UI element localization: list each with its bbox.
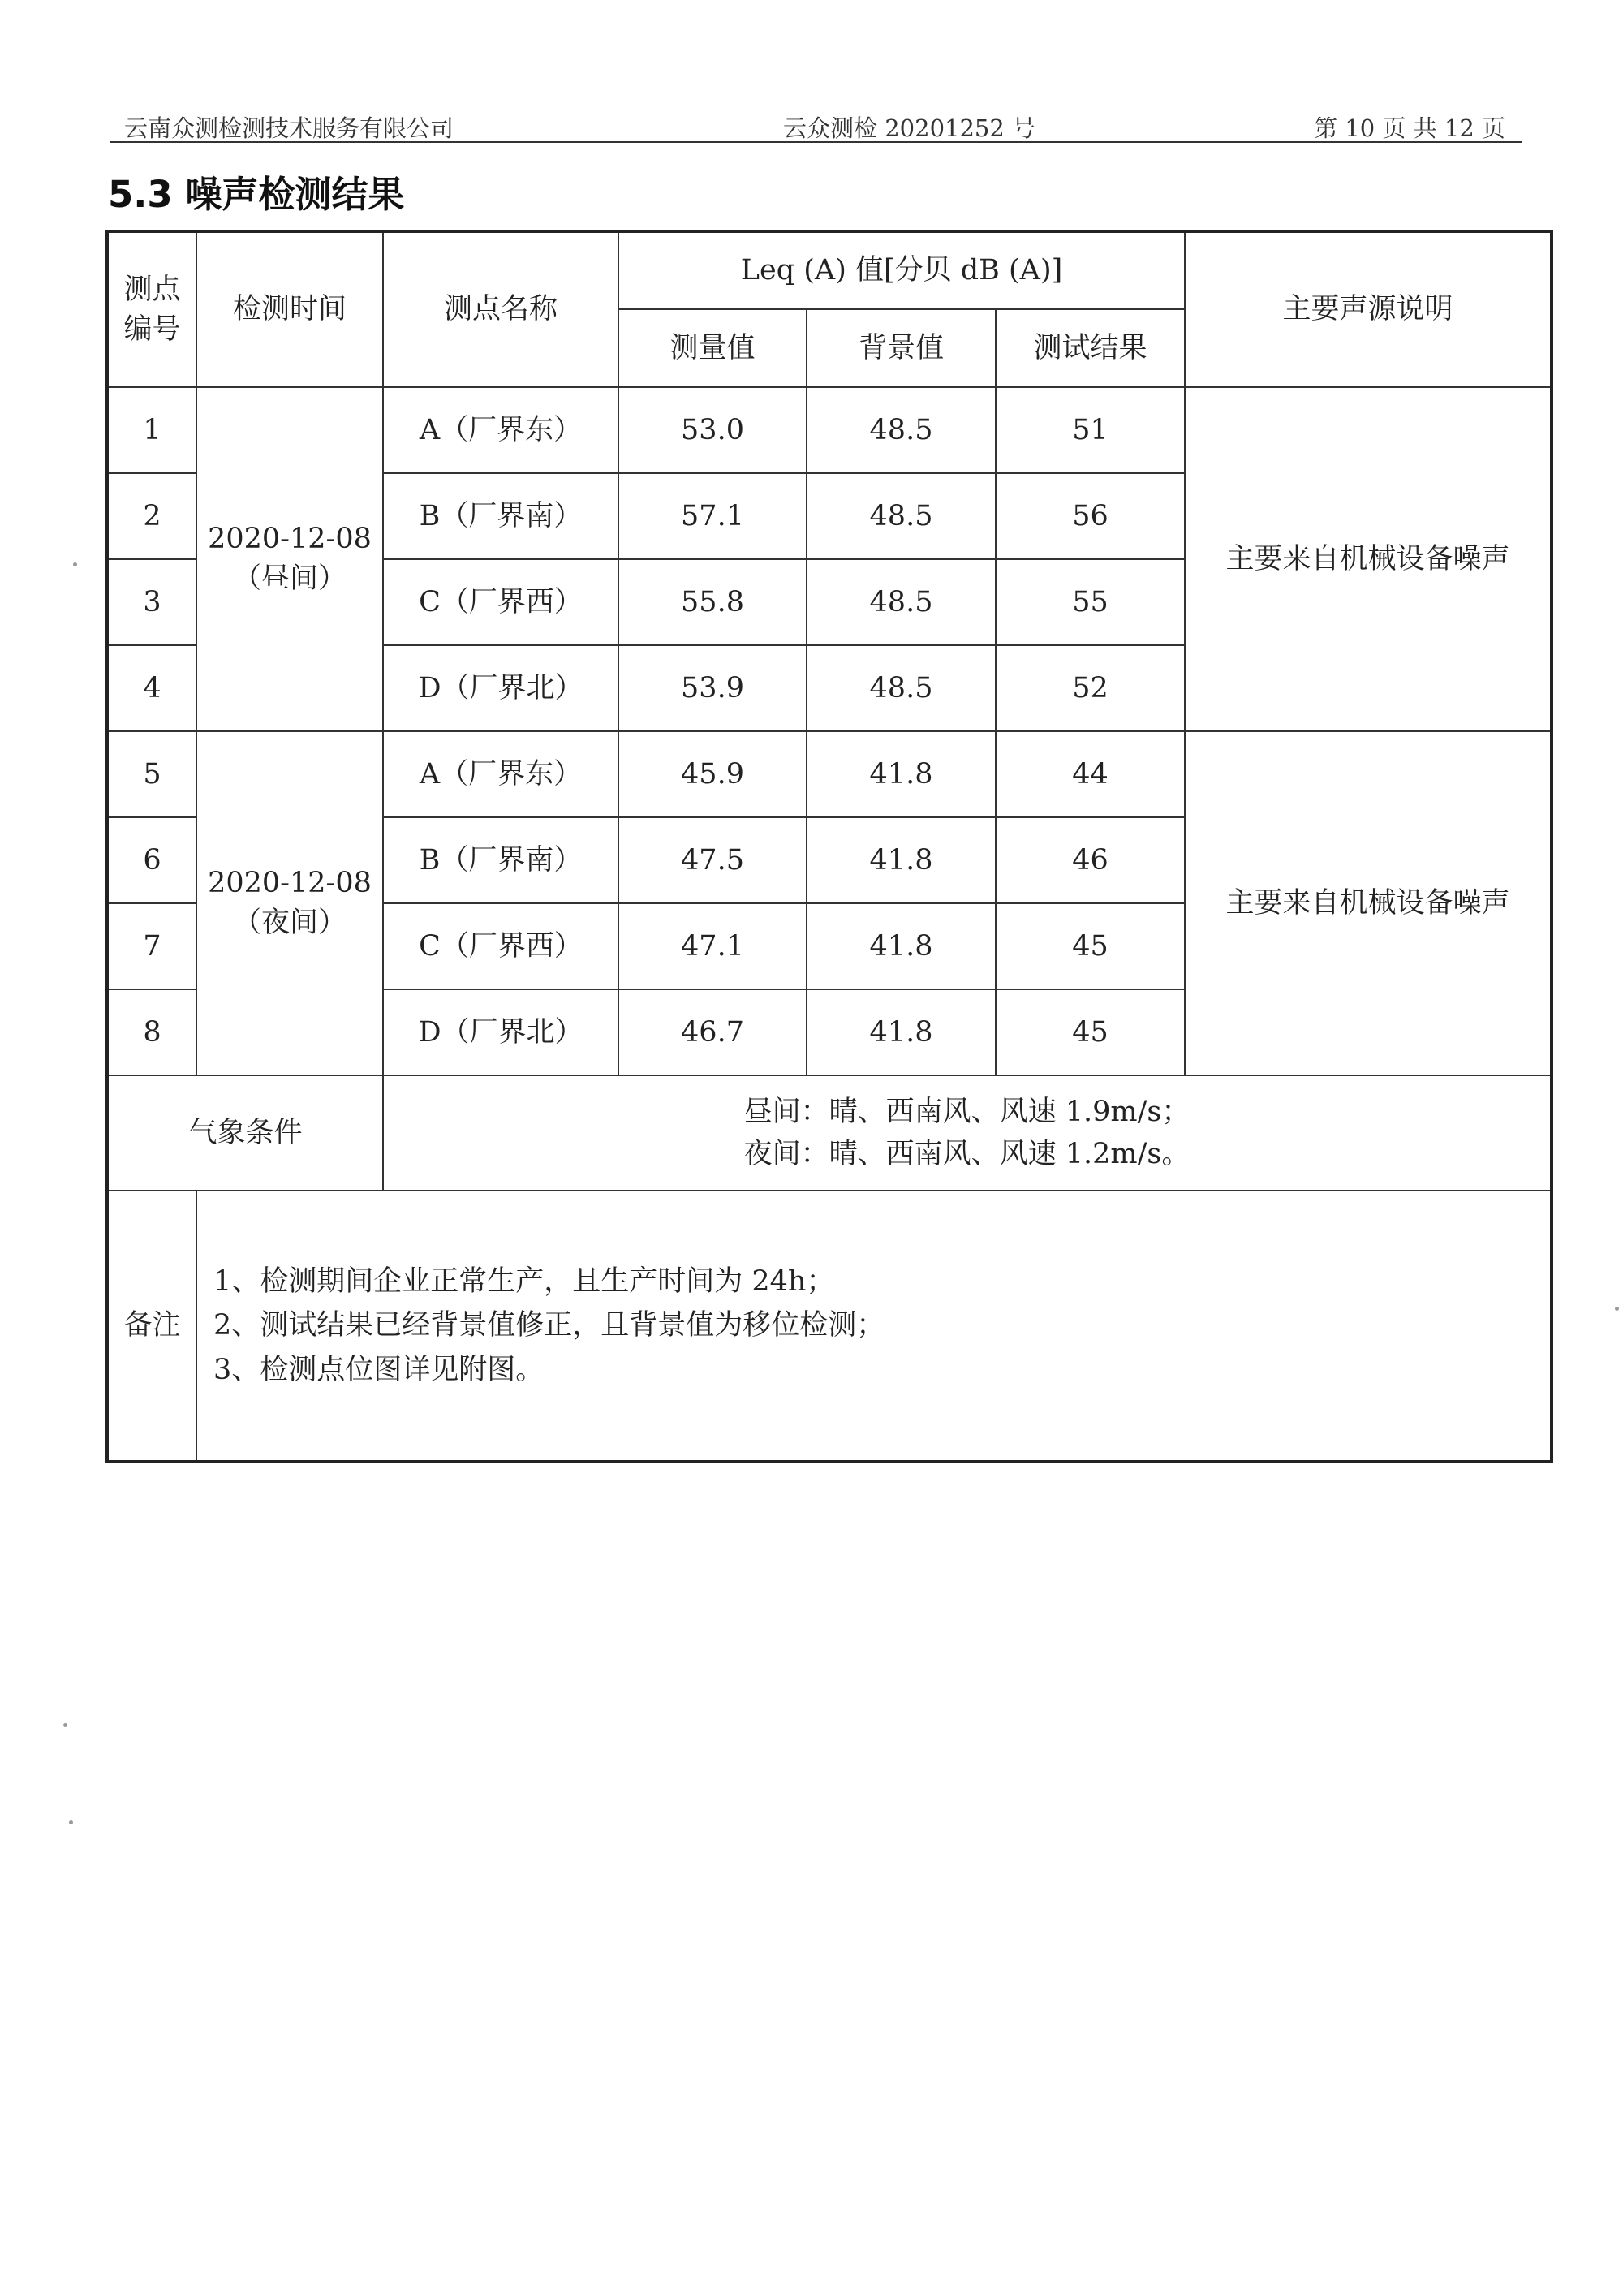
weather-value: 昼间：晴、西南风、风速 1.9m/s； 夜间：晴、西南风、风速 1.2m/s。 <box>383 1075 1552 1191</box>
cell-result: 56 <box>996 473 1185 559</box>
cell-background: 48.5 <box>807 473 996 559</box>
cell-point-name: A（厂界东） <box>383 387 618 473</box>
scan-speck <box>63 1723 67 1727</box>
header-point-no: 测点 编号 <box>107 231 196 387</box>
scan-speck <box>69 1820 73 1824</box>
cell-measured: 53.0 <box>618 387 807 473</box>
cell-noise-source: 主要来自机械设备噪声 <box>1185 731 1552 1075</box>
cell-result: 45 <box>996 903 1185 989</box>
cell-noise-source: 主要来自机械设备噪声 <box>1185 387 1552 731</box>
notes-row <box>107 1191 1552 1462</box>
header-point-name: 测点名称 <box>383 231 618 387</box>
cell-point-no: 4 <box>107 645 196 731</box>
notes-value: 1、检测期间企业正常生产，且生产时间为 24h； 2、测试结果已经背景值修正，且背景值为移位检测； 3、检测点位图详见附图。 <box>196 1191 1552 1462</box>
cell-point-no: 8 <box>107 989 196 1075</box>
section-title: 5.3 噪声检测结果 <box>108 173 405 216</box>
cell-measured: 45.9 <box>618 731 807 817</box>
header-test-time: 检测时间 <box>196 231 383 387</box>
cell-point-no: 2 <box>107 473 196 559</box>
table-header-row <box>107 231 1552 309</box>
cell-background: 48.5 <box>807 559 996 645</box>
cell-background: 48.5 <box>807 387 996 473</box>
cell-measured: 47.5 <box>618 817 807 903</box>
weather-label: 气象条件 <box>107 1075 383 1191</box>
cell-point-name: D（厂界北） <box>383 989 618 1075</box>
header-leq: Leq (A) 值[分贝 dB (A)] <box>618 231 1185 309</box>
scan-speck <box>1615 1307 1619 1311</box>
weather-row <box>107 1075 1552 1191</box>
cell-point-no: 7 <box>107 903 196 989</box>
notes-label: 备注 <box>107 1191 196 1462</box>
table-row <box>107 387 1552 473</box>
cell-result: 51 <box>996 387 1185 473</box>
cell-point-name: B（厂界南） <box>383 473 618 559</box>
cell-result: 46 <box>996 817 1185 903</box>
cell-point-name: B（厂界南） <box>383 817 618 903</box>
cell-measured: 53.9 <box>618 645 807 731</box>
header-company: 云南众测检测技术服务有限公司 <box>124 114 454 142</box>
scan-speck <box>73 562 77 566</box>
cell-result: 55 <box>996 559 1185 645</box>
header-doc-number: 云众测检 20201252 号 <box>783 114 1036 142</box>
cell-point-no: 6 <box>107 817 196 903</box>
table-row <box>107 731 1552 817</box>
cell-background: 41.8 <box>807 903 996 989</box>
cell-background: 41.8 <box>807 989 996 1075</box>
cell-point-name: D（厂界北） <box>383 645 618 731</box>
header-result: 测试结果 <box>996 309 1185 387</box>
cell-background: 41.8 <box>807 817 996 903</box>
cell-point-name: C（厂界西） <box>383 559 618 645</box>
cell-measured: 57.1 <box>618 473 807 559</box>
header-noise-source: 主要声源说明 <box>1185 231 1552 387</box>
page-header <box>110 106 1522 143</box>
cell-point-no: 5 <box>107 731 196 817</box>
cell-point-name: C（厂界西） <box>383 903 618 989</box>
cell-result: 52 <box>996 645 1185 731</box>
header-background: 背景值 <box>807 309 996 387</box>
cell-test-time: 2020-12-08 （夜间） <box>196 731 383 1075</box>
cell-measured: 47.1 <box>618 903 807 989</box>
header-measured: 测量值 <box>618 309 807 387</box>
header-page-number: 第 10 页 共 12 页 <box>1314 114 1505 142</box>
cell-measured: 55.8 <box>618 559 807 645</box>
cell-result: 45 <box>996 989 1185 1075</box>
cell-background: 41.8 <box>807 731 996 817</box>
cell-test-time: 2020-12-08 （昼间） <box>196 387 383 731</box>
cell-background: 48.5 <box>807 645 996 731</box>
cell-point-name: A（厂界东） <box>383 731 618 817</box>
cell-result: 44 <box>996 731 1185 817</box>
cell-point-no: 1 <box>107 387 196 473</box>
cell-point-no: 3 <box>107 559 196 645</box>
noise-results-table <box>105 230 1553 1463</box>
cell-measured: 46.7 <box>618 989 807 1075</box>
